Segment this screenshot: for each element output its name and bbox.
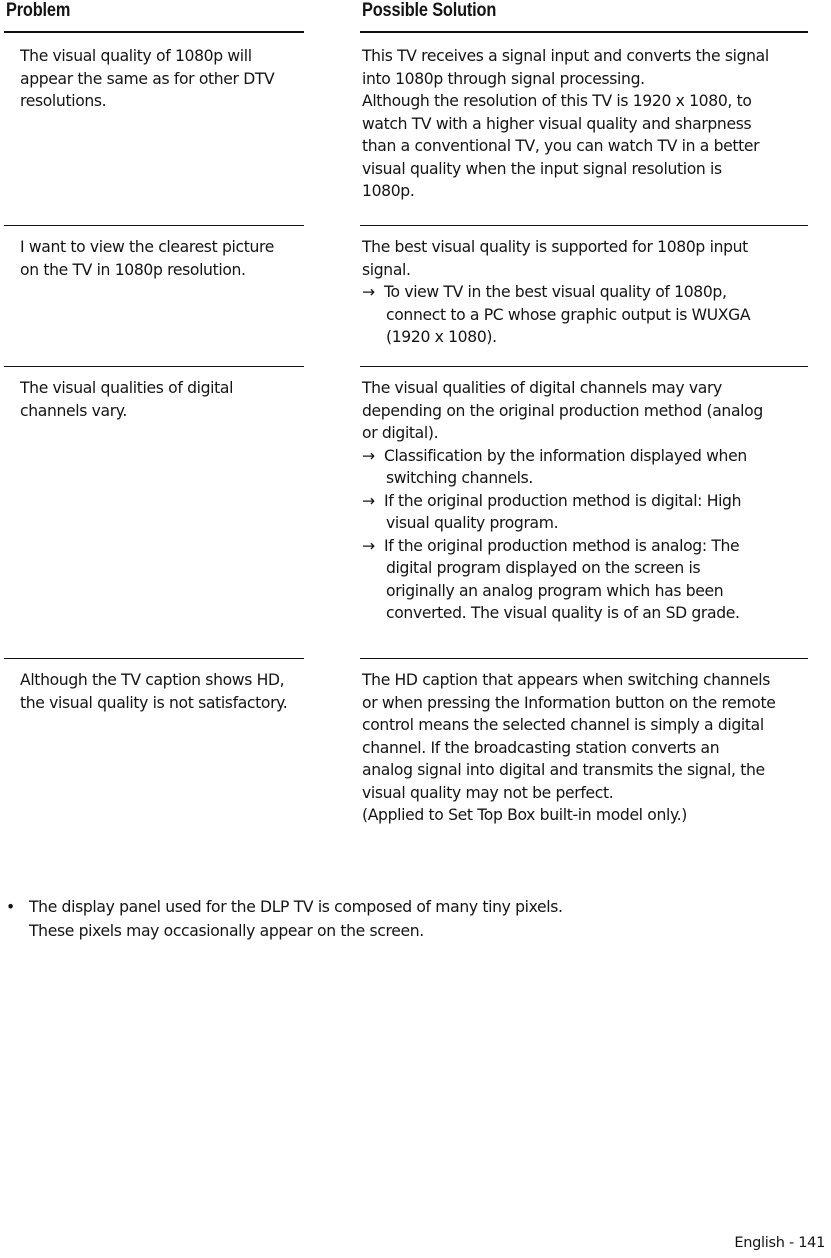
row-2-problem: I want to view the clearest picture on the TV in 1080p resolution. [20, 238, 274, 279]
row-divider-right [360, 366, 808, 367]
arrow-item: → Classification by the information displayed when [362, 445, 831, 468]
page-number: English - 141 [734, 1235, 825, 1251]
arrow-item: → To view TV in the best visual quality of 1080p, [362, 281, 831, 304]
arrow-right-icon: → [362, 536, 375, 555]
row-3-solution: The visual qualities of digital channels may vary depending on the original production method (analog or digital). → Classification by the information displayed when switching channels. → If the original production method is digital: High visual quality program. → If the original production method is analog: The digital program displayed on the screen is originally an analog program which has been converted. The visual quality is of an SD grade. [362, 377, 831, 625]
row-1-problem: The visual quality of 1080p will appear the same as for other DTV resolutions. [20, 47, 275, 110]
arrow-right-icon: → [362, 446, 375, 465]
header-possible-solution: Possible Solution [362, 0, 497, 21]
row-divider-right [360, 658, 808, 659]
row-divider-right [360, 225, 808, 226]
row-3-problem: The visual qualities of digital channels vary. [20, 379, 234, 420]
row-divider-left [4, 366, 304, 367]
row-4-solution: The HD caption that appears when switching channels or when pressing the Information button on the remote control means the selected channel is simply a digital channel. If the broadcasting station converts an analog signal into digital and transmits the signal, the visual quality may not be perfect. (Applied to Set Top Box built-in model only.) [362, 671, 776, 824]
arrow-right-icon: → [362, 283, 375, 301]
header-problem: Problem [6, 0, 71, 21]
row-divider-left [4, 225, 304, 226]
header-rule-right [360, 31, 808, 33]
row-2-solution: The best visual quality is supported for 1080p input signal. → To view TV in the best visual quality of 1080p, connect to a PC whose graphic output is WUXGA (1920 x 1080). [362, 236, 831, 349]
pixel-note: • The display panel used for the DLP TV is composed of many tiny pixels. These pixels may occasionally appear on the screen. [6, 895, 563, 943]
row-1-solution: This TV receives a signal input and converts the signal into 1080p through signal processing. Although the resolution of this TV is 1920 x 1080, to watch TV with a higher visual quality and sharpness than a conventional TV, you can watch TV in a better visual quality when the input signal resolution is 1080p. [362, 47, 769, 200]
arrow-item: → If the original production method is analog: The [362, 535, 831, 558]
bullet-icon: • [6, 898, 15, 916]
row-divider-left [4, 658, 304, 659]
arrow-item: → If the original production method is digital: High [362, 490, 831, 513]
arrow-right-icon: → [362, 491, 375, 510]
header-rule-left [4, 31, 304, 33]
row-4-problem: Although the TV caption shows HD, the visual quality is not satisfactory. [20, 671, 288, 712]
